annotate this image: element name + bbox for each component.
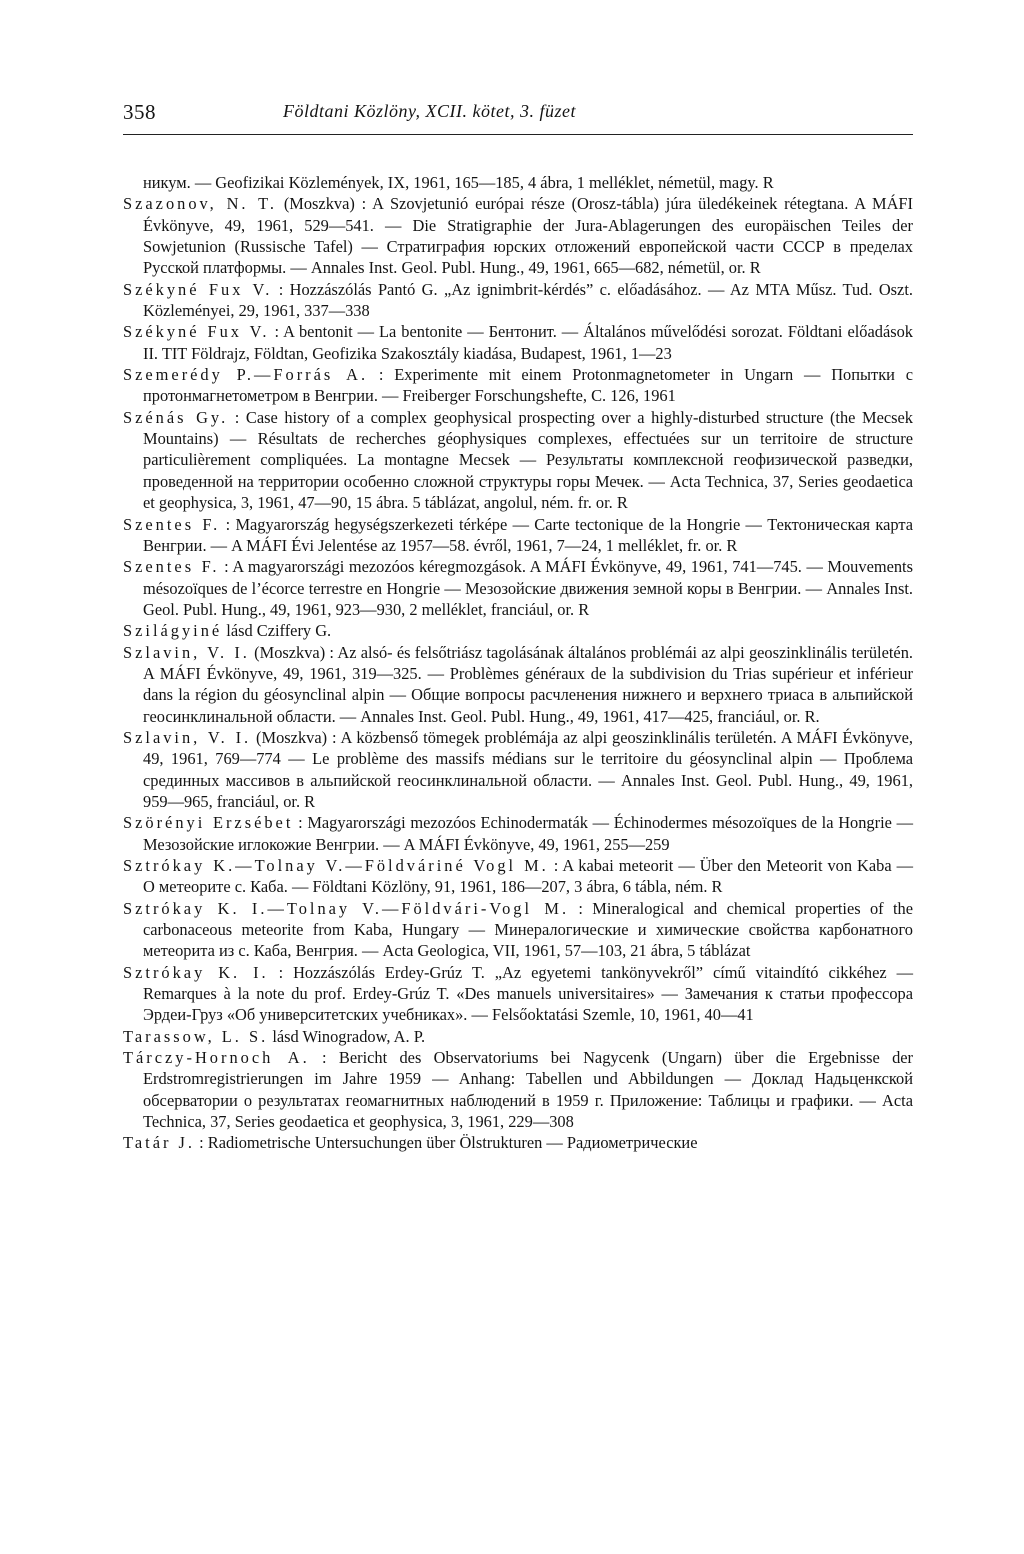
bibliography-entry [123, 514, 913, 557]
bibliography-entry [123, 812, 913, 855]
entry-author: Szlavin, V. I. [123, 642, 250, 662]
entry-author: Szentes F. [123, 514, 221, 534]
entry-text: : Radiometrische Untersuchungen über Ölstrukturen — Радиометрические [195, 1133, 698, 1153]
entry-author: Tarassow, L. S. [123, 1026, 269, 1046]
entry-text: : A bentonit — La bentonite — Бентонит. — Általános művelődési sorozat. Földtani előadások II. TIT Földrajz, Földtan, Geofizika Szakosztály kiadása, Budapest, 1961, 1—23 [143, 322, 913, 363]
bibliography-entry [123, 855, 913, 898]
bibliography-entry [123, 898, 913, 962]
page-number: 358 [123, 100, 156, 124]
entry-text: : Magyarország hegységszerkezeti térképe — Carte tectonique de la Hongrie — Тектоническая карта Венгрии. — A MÁFI Évi Jelentése az 1957—58. évről, 1961, 7—24, 1 melléklet, fr. or. R [143, 514, 913, 555]
entry-text: : Hozzászólás Erdey-Grúz T. „Az egyetemi tankönyvekről” című vitaindító cikkéhez — Remarques à la note du prof. Erdey-Grúz T. «Des manuels universitaires» — Замечания к статьи профессора Эрдеи-Груз «Об университетских учебниках». — Felsőoktatási Szemle, 10, 1961, 40—41 [143, 962, 914, 1025]
bibliography-entry [123, 1047, 913, 1132]
entry-author: Sztrókay K.—Tolnay V.—Földváriné Vogl M. [123, 856, 549, 875]
entry-author: Szazonov, N. T. [123, 194, 277, 214]
entry-text: : Case history of a complex geophysical prospecting over a highly-disturbed structure (the Mecsek Mountains) — Résultats de recherches géophysiques complexes, effectuées sur un territoire de structure particulièrement compliquées. La montagne Mecsek — Результаты комплексной геофизической разведки, проведенной на территории особенно сложной структуры горы Мечек. — Acta Technica, 37, Series geodaetica et geophysica, 3, 1961, 47—90, 15 ábra. 5 táblázat, angolul, ném. fr. or. R [143, 407, 913, 513]
entry-author: Tárczy-Hornoch A. [123, 1048, 310, 1068]
entry-author: Sztrókay K. I. [123, 962, 269, 982]
entry-author: Szörényi Erzsébet [123, 813, 294, 833]
entry-text: : Mineralogical and chemical properties of the carbonaceous meteorite from Kaba, Hungary — Минералогические и химические свойства карбонатного метеорита из с. Каба, Венгрия. — Acta Geologica, VII, 1961, 57—103, 21 ábra, 5 táblázat [143, 898, 913, 961]
entry-author: Székyné Fux V. [123, 322, 270, 342]
entry-author: Székyné Fux V. [123, 279, 273, 299]
entry-text: : Hozzászólás Pantó G. „Az ignimbrit-kérdés” c. előadásához. — Az MTA Műsz. Tud. Oszt. Közleményei, 29, 1961, 337—338 [143, 279, 913, 321]
bibliography-entry [123, 279, 913, 322]
entry-text: никум. — Geofizikai Közlemények, IX, 1961, 165—185, 4 ábra, 1 melléklet, németül, magy. R [143, 173, 774, 192]
bibliography-entry [123, 321, 913, 364]
entry-text: (Moszkva) : A közbenső tömegek problémája az alpi geoszinklinális területén. A MÁFI Évkönyve, 49, 1961, 769—774 — Le problème des massifs médians sur le territoire du géosynclinal alpin — Проблема срединных массивов в альпийской геосинклинальной области. — Annales Inst. Geol. Publ. Hung., 49, 1961, 959—965, franciául, or. R [143, 727, 913, 811]
entry-author: Szentes F. [123, 557, 220, 577]
journal-page [123, 96, 913, 1154]
entry-text: : A magyarországi mezozóos kéregmozgások. A MÁFI Évkönyve, 49, 1961, 741—745. — Mouvements mésozoïques de l’écorce terrestre en Hongrie — Мезозойские движения земной коры в Венгрии. — Annales Inst. Geol. Publ. Hung., 49, 1961, 923—930, 2 melléklet, franciául, or. R [143, 557, 913, 619]
bibliography-entry [123, 727, 913, 812]
entry-author: Szilágyiné [123, 621, 223, 641]
page-header [123, 96, 913, 135]
entry-author: Sztrókay K. I.—Tolnay V.—Földvári-Vogl M. [123, 898, 570, 918]
bibliography-entry [123, 556, 913, 620]
entry-author: Szlavin, V. I. [123, 727, 252, 747]
bibliography-entry [123, 1026, 913, 1047]
bibliography-entry [123, 1132, 913, 1153]
entry-author: Tatár J. [123, 1133, 196, 1153]
bibliography-entry [123, 407, 913, 514]
bibliography-entry [123, 620, 913, 641]
bibliography-entry [123, 193, 913, 278]
entry-text: : Bericht des Observatoriums bei Nagycenk (Ungarn) über die Ergebnisse der Erdstromregistrierungen im Jahre 1959 — Anhang: Tabellen und Abbildungen — Доклад Надьценкской обсерватории о результатах геомагнитных наблюдений в 1959 г. Приложение: Таблицы и графики. — Acta Technica, 37, Series geodaetica et geophysica, 3, 1961, 229—308 [143, 1048, 913, 1132]
entry-text: lásd Cziffery G. [222, 621, 332, 641]
bibliography-entry [123, 962, 913, 1026]
entry-text: : Experimente mit einem Protonmagnetometer in Ungarn — Попытки с протонмагнетометром в Венгрии. — Freiberger Forschungshefte, C. 126, 1961 [143, 365, 913, 406]
bibliography-entry [123, 364, 913, 407]
running-head: Földtani Közlöny, XCII. kötet, 3. füzet [283, 101, 576, 121]
bibliography-list [123, 172, 913, 1154]
entry-author: Szénás Gy. [123, 407, 229, 427]
entry-text: : Magyarországi mezozóos Echinodermaták — Échinodermes mésozoïques de la Hongrie — Мезозойские иглокожие Венгрии. — A MÁFI Évkönyve, 49, 1961, 255—259 [143, 813, 913, 854]
entry-text: (Moszkva) : Az alsó- és felsőtriász tagolásának általános problémái az alpi geoszinklinális területén. A MÁFI Évkönyve, 49, 1961, 319—325. — Problèmes généraux de la subdivision du Trias supérieur et inférieur dans la région du géosynclinal alpin — Общие вопросы расчленения нижнего и верхнего триаса в альпийской геосинклинальной области. — Annales Inst. Geol. Publ. Hung., 49, 1961, 417—425, franciául, or. R. [143, 642, 913, 726]
entry-text: (Moszkva) : A Szovjetunió európai része (Orosz-tábla) júra üledékeinek rétegtana. A MÁFI Évkönyve, 49, 1961, 529—541. — Die Stratigraphie der Jura-Ablagerungen des europäischen Teiles der Sowjetunion (Russische Tafel) — Стратиграфия юрских отложений европейской части СССР в пределах Русской платформы. — Annales Inst. Geol. Publ. Hung., 49, 1961, 665—682, németül, or. R [143, 194, 914, 278]
entry-text: : A kabai meteorit — Über den Meteorit von Kaba — О метеорите с. Каба. — Földtani Közlöny, 91, 1961, 186—207, 3 ábra, 6 tábla, ném. R [143, 856, 913, 897]
bibliography-entry [123, 642, 913, 727]
bibliography-entry [123, 172, 913, 193]
entry-text: lásd Winogradow, A. P. [268, 1026, 426, 1046]
entry-author: Szemerédy P.—Forrás A. [123, 365, 369, 385]
